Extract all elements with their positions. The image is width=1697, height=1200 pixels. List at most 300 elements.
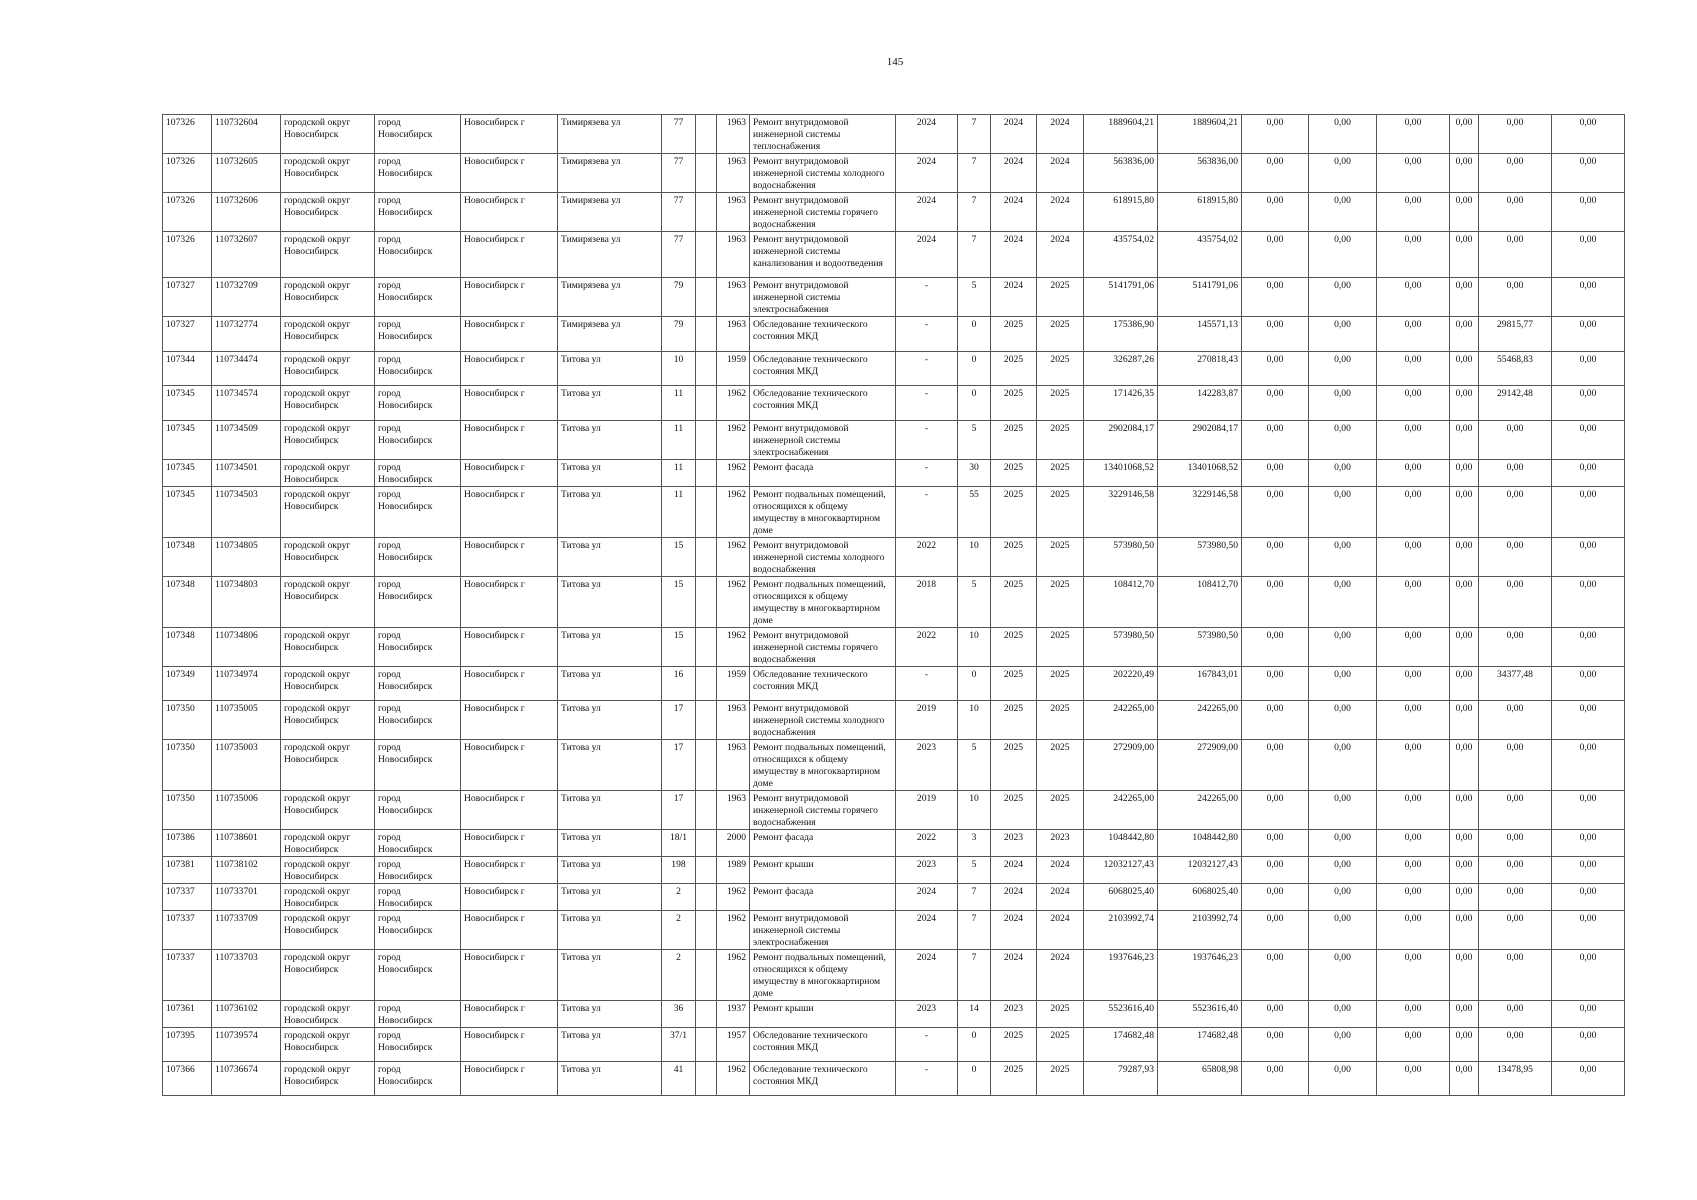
cell-service-life: 30	[958, 460, 991, 487]
cell-local-amount: 0,00	[1377, 487, 1450, 538]
cell-regional-amount: 0,00	[1309, 740, 1377, 791]
cell-local-amount: 0,00	[1377, 577, 1450, 628]
cell-build-year: 1962	[717, 911, 750, 950]
cell-total-cost: 1889604,21	[1084, 115, 1158, 154]
cell-service-life: 7	[958, 911, 991, 950]
cell-locality: Новосибирск г	[461, 421, 558, 460]
cell-plan-end: 2025	[1037, 791, 1084, 830]
cell-local-amount: 0,00	[1377, 278, 1450, 317]
cell-plan-end: 2025	[1037, 1062, 1084, 1096]
cell-regional-amount: 0,00	[1309, 884, 1377, 911]
cell-plan-end: 2025	[1037, 487, 1084, 538]
cell-local-amount: 0,00	[1377, 317, 1450, 352]
cell-local-amount: 0,00	[1377, 701, 1450, 740]
cell-owner-amount: 29142,48	[1479, 386, 1552, 421]
cell-street: Титова ул	[558, 830, 662, 857]
cell-building	[696, 830, 717, 857]
table-row	[163, 232, 1625, 278]
cell-local-amount: 0,00	[1377, 628, 1450, 667]
cell-plan-end: 2025	[1037, 278, 1084, 317]
cell-local-amount: 0,00	[1377, 232, 1450, 278]
cell-plan-end: 2025	[1037, 317, 1084, 352]
cell-municipality: городской округ Новосибирск	[281, 701, 375, 740]
cell-house-number: 198	[662, 857, 696, 884]
cell-building	[696, 740, 717, 791]
cell-service-life: 7	[958, 193, 991, 232]
cell-owner-amount: 0,00	[1479, 740, 1552, 791]
cell-plan-start: 2025	[991, 352, 1037, 386]
cell-work-id: 110734503	[212, 487, 281, 538]
cell-service-life: 14	[958, 1001, 991, 1028]
cell-owner-amount: 0,00	[1479, 1001, 1552, 1028]
cell-local-amount: 0,00	[1377, 538, 1450, 577]
cell-total-cost: 79287,93	[1084, 1062, 1158, 1096]
cell-extra-amount: 0,00	[1552, 232, 1625, 278]
cell-street: Титова ул	[558, 386, 662, 421]
cell-federal-amount: 0,00	[1242, 487, 1309, 538]
cell-plan-end: 2024	[1037, 857, 1084, 884]
cell-plan-start: 2025	[991, 628, 1037, 667]
cell-extra-amount: 0,00	[1552, 1062, 1625, 1096]
cell-plan-end: 2024	[1037, 115, 1084, 154]
cell-owner-amount: 55468,83	[1479, 352, 1552, 386]
cell-house-number: 15	[662, 577, 696, 628]
cell-fund-amount: 1937646,23	[1158, 950, 1242, 1001]
cell-regional-amount: 0,00	[1309, 421, 1377, 460]
cell-settlement: город Новосибирск	[375, 386, 461, 421]
cell-object-id: 107361	[163, 1001, 212, 1028]
cell-settlement: город Новосибирск	[375, 278, 461, 317]
cell-locality: Новосибирск г	[461, 667, 558, 701]
cell-plan-end: 2025	[1037, 460, 1084, 487]
cell-plan-end: 2025	[1037, 667, 1084, 701]
cell-plan-end: 2025	[1037, 1028, 1084, 1062]
cell-prev-year: -	[896, 386, 958, 421]
cell-federal-amount: 0,00	[1242, 791, 1309, 830]
cell-building	[696, 911, 717, 950]
cell-work-type: Ремонт подвальных помещений, относящихся к общему имуществу в многоквартирном доме	[750, 950, 896, 1001]
cell-build-year: 1963	[717, 317, 750, 352]
cell-prev-year: -	[896, 667, 958, 701]
cell-building	[696, 538, 717, 577]
cell-build-year: 1962	[717, 577, 750, 628]
table-row	[163, 911, 1625, 950]
cell-house-number: 77	[662, 193, 696, 232]
cell-regional-amount: 0,00	[1309, 460, 1377, 487]
cell-extra-amount: 0,00	[1552, 791, 1625, 830]
cell-prev-year: -	[896, 278, 958, 317]
cell-regional-amount: 0,00	[1309, 830, 1377, 857]
cell-municipality: городской округ Новосибирск	[281, 791, 375, 830]
cell-extra-amount: 0,00	[1552, 884, 1625, 911]
cell-regional-amount: 0,00	[1309, 193, 1377, 232]
cell-federal-amount: 0,00	[1242, 115, 1309, 154]
cell-work-type: Обследование технического состояния МКД	[750, 1028, 896, 1062]
cell-locality: Новосибирск г	[461, 950, 558, 1001]
cell-plan-start: 2025	[991, 460, 1037, 487]
cell-locality: Новосибирск г	[461, 538, 558, 577]
cell-fund-amount: 618915,80	[1158, 193, 1242, 232]
cell-settlement: город Новосибирск	[375, 1062, 461, 1096]
cell-work-type: Обследование технического состояния МКД	[750, 352, 896, 386]
cell-owner-amount: 0,00	[1479, 421, 1552, 460]
cell-federal-amount: 0,00	[1242, 154, 1309, 193]
cell-street: Титова ул	[558, 352, 662, 386]
cell-build-year: 1962	[717, 460, 750, 487]
cell-prev-year: 2022	[896, 830, 958, 857]
cell-work-type: Ремонт крыши	[750, 1001, 896, 1028]
cell-municipality: городской округ Новосибирск	[281, 830, 375, 857]
cell-house-number: 10	[662, 352, 696, 386]
cell-other-amount: 0,00	[1450, 232, 1479, 278]
cell-total-cost: 618915,80	[1084, 193, 1158, 232]
cell-other-amount: 0,00	[1450, 317, 1479, 352]
cell-service-life: 5	[958, 857, 991, 884]
cell-total-cost: 3229146,58	[1084, 487, 1158, 538]
cell-regional-amount: 0,00	[1309, 701, 1377, 740]
table-row	[163, 830, 1625, 857]
cell-local-amount: 0,00	[1377, 460, 1450, 487]
cell-locality: Новосибирск г	[461, 701, 558, 740]
cell-house-number: 77	[662, 232, 696, 278]
cell-regional-amount: 0,00	[1309, 667, 1377, 701]
cell-extra-amount: 0,00	[1552, 740, 1625, 791]
cell-settlement: город Новосибирск	[375, 154, 461, 193]
cell-work-type: Ремонт внутридомовой инженерной системы горячего водоснабжения	[750, 791, 896, 830]
cell-prev-year: 2024	[896, 911, 958, 950]
cell-other-amount: 0,00	[1450, 884, 1479, 911]
cell-plan-start: 2025	[991, 740, 1037, 791]
table-row	[163, 884, 1625, 911]
cell-total-cost: 108412,70	[1084, 577, 1158, 628]
cell-object-id: 107337	[163, 884, 212, 911]
cell-total-cost: 2103992,74	[1084, 911, 1158, 950]
table-row	[163, 857, 1625, 884]
cell-total-cost: 174682,48	[1084, 1028, 1158, 1062]
cell-local-amount: 0,00	[1377, 1001, 1450, 1028]
cell-federal-amount: 0,00	[1242, 1028, 1309, 1062]
cell-street: Титова ул	[558, 740, 662, 791]
cell-building	[696, 950, 717, 1001]
cell-build-year: 2000	[717, 830, 750, 857]
cell-build-year: 1963	[717, 193, 750, 232]
cell-object-id: 107386	[163, 830, 212, 857]
cell-owner-amount: 0,00	[1479, 232, 1552, 278]
cell-settlement: город Новосибирск	[375, 1001, 461, 1028]
cell-work-id: 110738102	[212, 857, 281, 884]
cell-federal-amount: 0,00	[1242, 538, 1309, 577]
cell-settlement: город Новосибирск	[375, 857, 461, 884]
cell-local-amount: 0,00	[1377, 386, 1450, 421]
cell-federal-amount: 0,00	[1242, 1001, 1309, 1028]
cell-fund-amount: 573980,50	[1158, 628, 1242, 667]
cell-municipality: городской округ Новосибирск	[281, 154, 375, 193]
cell-municipality: городской округ Новосибирск	[281, 487, 375, 538]
cell-plan-end: 2025	[1037, 386, 1084, 421]
cell-house-number: 11	[662, 460, 696, 487]
cell-work-id: 110735003	[212, 740, 281, 791]
cell-plan-end: 2025	[1037, 740, 1084, 791]
cell-settlement: город Новосибирск	[375, 421, 461, 460]
cell-municipality: городской округ Новосибирск	[281, 911, 375, 950]
cell-federal-amount: 0,00	[1242, 701, 1309, 740]
cell-service-life: 3	[958, 830, 991, 857]
cell-plan-start: 2023	[991, 830, 1037, 857]
cell-house-number: 17	[662, 701, 696, 740]
cell-building	[696, 352, 717, 386]
cell-settlement: город Новосибирск	[375, 791, 461, 830]
cell-owner-amount: 0,00	[1479, 193, 1552, 232]
cell-local-amount: 0,00	[1377, 830, 1450, 857]
cell-owner-amount: 0,00	[1479, 857, 1552, 884]
cell-regional-amount: 0,00	[1309, 386, 1377, 421]
cell-prev-year: 2023	[896, 1001, 958, 1028]
table-row	[163, 352, 1625, 386]
cell-fund-amount: 1048442,80	[1158, 830, 1242, 857]
cell-total-cost: 202220,49	[1084, 667, 1158, 701]
cell-service-life: 55	[958, 487, 991, 538]
cell-street: Титова ул	[558, 857, 662, 884]
cell-owner-amount: 0,00	[1479, 911, 1552, 950]
cell-local-amount: 0,00	[1377, 950, 1450, 1001]
cell-municipality: городской округ Новосибирск	[281, 538, 375, 577]
cell-federal-amount: 0,00	[1242, 884, 1309, 911]
cell-settlement: город Новосибирск	[375, 577, 461, 628]
cell-prev-year: 2024	[896, 232, 958, 278]
cell-plan-start: 2025	[991, 701, 1037, 740]
cell-total-cost: 242265,00	[1084, 791, 1158, 830]
cell-service-life: 0	[958, 317, 991, 352]
cell-fund-amount: 145571,13	[1158, 317, 1242, 352]
cell-plan-end: 2024	[1037, 232, 1084, 278]
cell-object-id: 107337	[163, 950, 212, 1001]
cell-street: Титова ул	[558, 487, 662, 538]
cell-building	[696, 1001, 717, 1028]
table-row	[163, 667, 1625, 701]
cell-street: Титова ул	[558, 577, 662, 628]
cell-object-id: 107327	[163, 317, 212, 352]
cell-work-id: 110733703	[212, 950, 281, 1001]
cell-fund-amount: 6068025,40	[1158, 884, 1242, 911]
table-row	[163, 628, 1625, 667]
cell-extra-amount: 0,00	[1552, 115, 1625, 154]
cell-street: Титова ул	[558, 460, 662, 487]
cell-total-cost: 1937646,23	[1084, 950, 1158, 1001]
cell-build-year: 1963	[717, 154, 750, 193]
table-row	[163, 317, 1625, 352]
cell-fund-amount: 2902084,17	[1158, 421, 1242, 460]
cell-house-number: 17	[662, 791, 696, 830]
cell-fund-amount: 13401068,52	[1158, 460, 1242, 487]
cell-house-number: 15	[662, 628, 696, 667]
cell-work-id: 110734509	[212, 421, 281, 460]
table-row	[163, 386, 1625, 421]
cell-total-cost: 435754,02	[1084, 232, 1158, 278]
cell-house-number: 2	[662, 884, 696, 911]
cell-fund-amount: 3229146,58	[1158, 487, 1242, 538]
cell-extra-amount: 0,00	[1552, 386, 1625, 421]
cell-owner-amount: 0,00	[1479, 577, 1552, 628]
cell-street: Титова ул	[558, 538, 662, 577]
cell-prev-year: 2022	[896, 538, 958, 577]
cell-plan-start: 2024	[991, 193, 1037, 232]
cell-fund-amount: 2103992,74	[1158, 911, 1242, 950]
cell-service-life: 7	[958, 154, 991, 193]
table-row	[163, 154, 1625, 193]
cell-owner-amount: 34377,48	[1479, 667, 1552, 701]
cell-other-amount: 0,00	[1450, 577, 1479, 628]
cell-regional-amount: 0,00	[1309, 577, 1377, 628]
cell-locality: Новосибирск г	[461, 884, 558, 911]
cell-total-cost: 242265,00	[1084, 701, 1158, 740]
cell-house-number: 79	[662, 278, 696, 317]
cell-plan-end: 2025	[1037, 538, 1084, 577]
cell-owner-amount: 0,00	[1479, 791, 1552, 830]
cell-object-id: 107381	[163, 857, 212, 884]
cell-prev-year: 2019	[896, 701, 958, 740]
cell-other-amount: 0,00	[1450, 460, 1479, 487]
cell-plan-start: 2024	[991, 115, 1037, 154]
cell-total-cost: 563836,00	[1084, 154, 1158, 193]
cell-settlement: город Новосибирск	[375, 950, 461, 1001]
cell-settlement: город Новосибирск	[375, 193, 461, 232]
cell-settlement: город Новосибирск	[375, 487, 461, 538]
cell-locality: Новосибирск г	[461, 317, 558, 352]
cell-extra-amount: 0,00	[1552, 154, 1625, 193]
cell-work-id: 110732606	[212, 193, 281, 232]
cell-regional-amount: 0,00	[1309, 278, 1377, 317]
cell-service-life: 0	[958, 386, 991, 421]
cell-street: Тимирязева ул	[558, 193, 662, 232]
cell-building	[696, 884, 717, 911]
cell-settlement: город Новосибирск	[375, 628, 461, 667]
cell-other-amount: 0,00	[1450, 1028, 1479, 1062]
cell-federal-amount: 0,00	[1242, 317, 1309, 352]
cell-building	[696, 1028, 717, 1062]
cell-street: Титова ул	[558, 701, 662, 740]
cell-service-life: 0	[958, 1062, 991, 1096]
cell-work-id: 110738601	[212, 830, 281, 857]
cell-federal-amount: 0,00	[1242, 830, 1309, 857]
cell-building	[696, 421, 717, 460]
cell-locality: Новосибирск г	[461, 154, 558, 193]
cell-municipality: городской округ Новосибирск	[281, 386, 375, 421]
cell-building	[696, 701, 717, 740]
cell-prev-year: 2019	[896, 791, 958, 830]
cell-object-id: 107326	[163, 154, 212, 193]
cell-build-year: 1963	[717, 791, 750, 830]
cell-total-cost: 2902084,17	[1084, 421, 1158, 460]
cell-building	[696, 232, 717, 278]
cell-prev-year: -	[896, 317, 958, 352]
cell-object-id: 107326	[163, 232, 212, 278]
cell-street: Тимирязева ул	[558, 232, 662, 278]
cell-extra-amount: 0,00	[1552, 911, 1625, 950]
cell-house-number: 11	[662, 487, 696, 538]
cell-settlement: город Новосибирск	[375, 830, 461, 857]
cell-house-number: 37/1	[662, 1028, 696, 1062]
cell-building	[696, 115, 717, 154]
cell-fund-amount: 142283,87	[1158, 386, 1242, 421]
cell-regional-amount: 0,00	[1309, 154, 1377, 193]
cell-build-year: 1963	[717, 232, 750, 278]
cell-prev-year: -	[896, 487, 958, 538]
cell-regional-amount: 0,00	[1309, 1028, 1377, 1062]
cell-other-amount: 0,00	[1450, 628, 1479, 667]
cell-local-amount: 0,00	[1377, 193, 1450, 232]
cell-local-amount: 0,00	[1377, 154, 1450, 193]
cell-locality: Новосибирск г	[461, 487, 558, 538]
cell-other-amount: 0,00	[1450, 1062, 1479, 1096]
cell-plan-end: 2024	[1037, 911, 1084, 950]
cell-plan-start: 2025	[991, 1028, 1037, 1062]
cell-other-amount: 0,00	[1450, 1001, 1479, 1028]
cell-prev-year: 2022	[896, 628, 958, 667]
cell-extra-amount: 0,00	[1552, 667, 1625, 701]
cell-extra-amount: 0,00	[1552, 857, 1625, 884]
cell-build-year: 1959	[717, 667, 750, 701]
cell-street: Титова ул	[558, 791, 662, 830]
cell-federal-amount: 0,00	[1242, 460, 1309, 487]
cell-federal-amount: 0,00	[1242, 421, 1309, 460]
cell-service-life: 10	[958, 538, 991, 577]
cell-local-amount: 0,00	[1377, 911, 1450, 950]
cell-service-life: 10	[958, 628, 991, 667]
cell-other-amount: 0,00	[1450, 830, 1479, 857]
cell-local-amount: 0,00	[1377, 1062, 1450, 1096]
cell-build-year: 1962	[717, 884, 750, 911]
cell-total-cost: 171426,35	[1084, 386, 1158, 421]
cell-plan-start: 2024	[991, 154, 1037, 193]
cell-other-amount: 0,00	[1450, 667, 1479, 701]
cell-local-amount: 0,00	[1377, 421, 1450, 460]
cell-work-id: 110734574	[212, 386, 281, 421]
cell-total-cost: 573980,50	[1084, 538, 1158, 577]
cell-fund-amount: 242265,00	[1158, 701, 1242, 740]
cell-regional-amount: 0,00	[1309, 487, 1377, 538]
cell-local-amount: 0,00	[1377, 857, 1450, 884]
cell-object-id: 107395	[163, 1028, 212, 1062]
cell-total-cost: 13401068,52	[1084, 460, 1158, 487]
cell-object-id: 107337	[163, 911, 212, 950]
cell-build-year: 1963	[717, 115, 750, 154]
cell-plan-start: 2024	[991, 884, 1037, 911]
cell-owner-amount: 13478,95	[1479, 1062, 1552, 1096]
cell-owner-amount: 0,00	[1479, 701, 1552, 740]
cell-owner-amount: 0,00	[1479, 830, 1552, 857]
cell-fund-amount: 174682,48	[1158, 1028, 1242, 1062]
page-number: 145	[886, 56, 904, 68]
cell-plan-end: 2024	[1037, 154, 1084, 193]
cell-street: Титова ул	[558, 1028, 662, 1062]
cell-plan-end: 2025	[1037, 577, 1084, 628]
cell-work-type: Ремонт внутридомовой инженерной системы холодного водоснабжения	[750, 538, 896, 577]
cell-total-cost: 1048442,80	[1084, 830, 1158, 857]
cell-work-type: Ремонт подвальных помещений, относящихся к общему имуществу в многоквартирном доме	[750, 740, 896, 791]
cell-owner-amount: 0,00	[1479, 154, 1552, 193]
table-row	[163, 740, 1625, 791]
cell-regional-amount: 0,00	[1309, 115, 1377, 154]
cell-build-year: 1962	[717, 1062, 750, 1096]
cell-federal-amount: 0,00	[1242, 1062, 1309, 1096]
cell-plan-start: 2025	[991, 667, 1037, 701]
cell-federal-amount: 0,00	[1242, 950, 1309, 1001]
cell-regional-amount: 0,00	[1309, 1001, 1377, 1028]
cell-extra-amount: 0,00	[1552, 950, 1625, 1001]
cell-work-id: 110733701	[212, 884, 281, 911]
table-row	[163, 577, 1625, 628]
cell-prev-year: 2024	[896, 154, 958, 193]
